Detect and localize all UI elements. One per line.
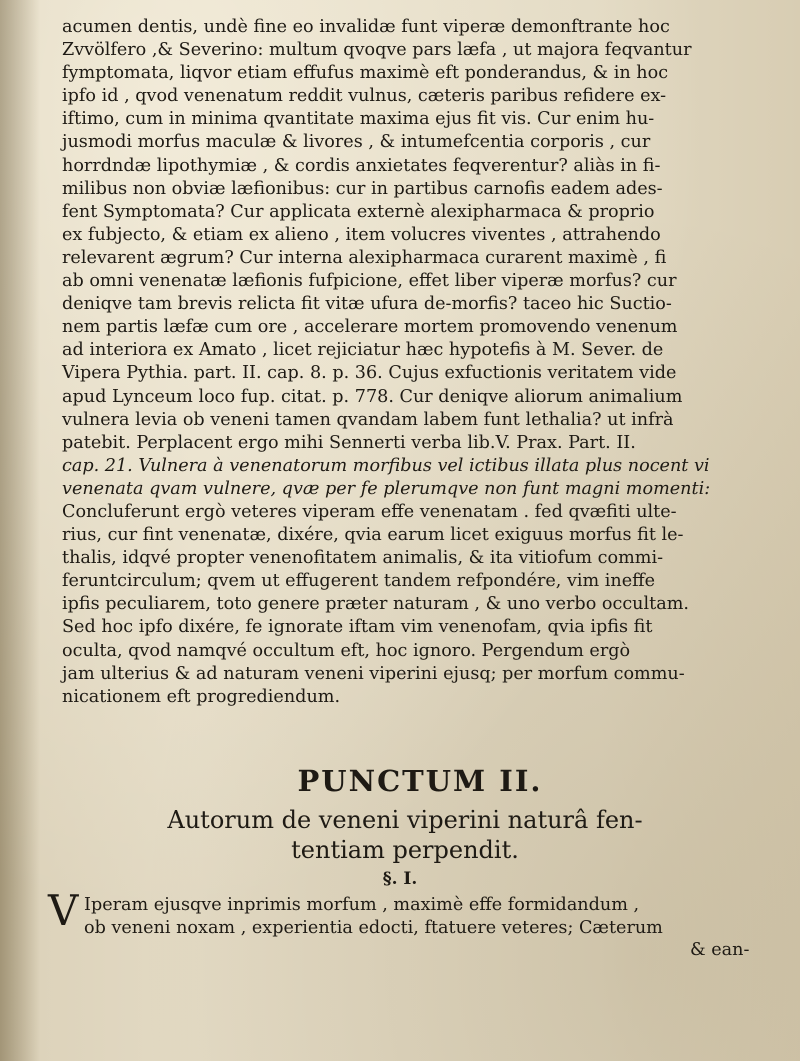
text-line: apud Lynceum loco fup. citat. p. 778. Cur deniqve aliorum animalium	[62, 386, 683, 407]
catchword: & ean-	[690, 940, 750, 960]
chapter-subtitle-line2: tentiam perpendit.	[291, 836, 519, 864]
text-line: thalis, idqvé propter venenofitatem animalis, & ita vitiofum commi-	[62, 548, 664, 569]
text-line: oculta, qvod namqvé occultum eft, hoc ignoro. Pergendum ergò	[62, 640, 631, 661]
text-line: jam ulterius & ad naturam veneni viperini ejusq; per morfum commu-	[62, 663, 685, 684]
text-line: vulnera levia ob veneni tamen qvandam labem funt lethalia? ut infrà	[62, 409, 674, 430]
main-text-block	[62, 16, 762, 709]
text-line: deniqve tam brevis relicta fit vitæ ufura de-morfis? taceo hic Suctio-	[62, 294, 672, 315]
page-gutter-shadow	[0, 0, 40, 1061]
text-line: Iperam ejusqve inprimis morfum , maximè effe formidandum ,	[84, 895, 640, 915]
text-line: patebit. Perplacent ergo mihi Sennerti verba lib.V. Prax. Part. II.	[62, 432, 636, 453]
text-line: venenata qvam vulnere, qvæ per fe plerumqve non funt magni momenti:	[62, 478, 711, 499]
text-line: iftimo, cum in minima qvantitate maxima ejus fit vis. Cur enim hu-	[62, 109, 655, 130]
text-line: relevarent ægrum? Cur interna alexipharmaca curarent maximè , fi	[62, 247, 667, 268]
chapter-subtitle-line1: Autorum de veneni viperini naturâ fen-	[167, 806, 643, 834]
chapter-heading: PUNCTUM II.	[297, 764, 543, 798]
text-line: Vipera Pythia. part. II. cap. 8. p. 36. Cujus exfuctionis veritatem vide	[62, 363, 677, 384]
text-line: ab omni venenatæ læfionis fufpicione, effet liber viperæ morfus? cur	[62, 271, 677, 292]
text-line: fent Symptomata? Cur applicata externè alexipharmaca & proprio	[62, 201, 655, 222]
text-line: milibus non obviæ læfionibus: cur in partibus carnofis eadem ades-	[62, 178, 663, 199]
text-line: nem partis læfæ cum ore , accelerare mortem promovendo venenum	[62, 317, 678, 338]
text-line: feruntcirculum; qvem ut effugerent tandem refpondére, vim ineffe	[62, 571, 656, 592]
text-line: Sed hoc ipfo dixére, fe ignorate iftam vim venenofam, qvia ipfis fit	[62, 617, 653, 638]
text-line: ex fubjecto, & etiam ex alieno , item volucres viventes , attrahendo	[62, 224, 661, 245]
section-marker: §. I.	[382, 869, 418, 889]
text-line: ipfis peculiarem, toto genere præter naturam , & uno verbo occultam.	[62, 594, 689, 615]
text-line: nicationem eft progrediendum.	[62, 686, 341, 707]
text-line: ob veneni noxam , experientia edocti, ftatuere veteres; Cæterum	[84, 918, 663, 939]
text-line: fymptomata, liqvor etiam effufus maximè eft ponderandus, & in hoc	[62, 63, 669, 84]
text-line: Zvvölfero ,& Severino: multum qvoqve pars læfa , ut majora feqvantur	[62, 40, 692, 61]
text-line: rius, cur fint venenatæ, dixére, qvia earum licet exiguus morfus fit le-	[62, 525, 684, 546]
final-paragraph	[62, 893, 762, 939]
text-line: ad interiora ex Amato , licet rejiciatur hæc hypotefis à M. Sever. de	[62, 340, 664, 361]
text-line: acumen dentis, undè fine eo invalidæ funt viperæ demonftrante hoc	[62, 17, 670, 37]
text-line: ipfo id , qvod venenatum reddit vulnus, cæteris paribus refidere ex-	[62, 86, 667, 107]
drop-capital: V	[48, 886, 79, 935]
text-line: cap. 21. Vulnera à venenatorum morfibus vel ictibus illata plus nocent vi	[62, 455, 710, 476]
text-line: jusmodi morfus maculæ & livores , & intumefcentia corporis , cur	[62, 132, 651, 153]
text-line: horrdndæ lipothymiæ , & cordis anxietates feqverentur? aliàs in fi-	[62, 155, 661, 176]
text-line: Concluferunt ergò veteres viperam effe venenatam . fed qvæfiti ulte-	[62, 501, 677, 522]
